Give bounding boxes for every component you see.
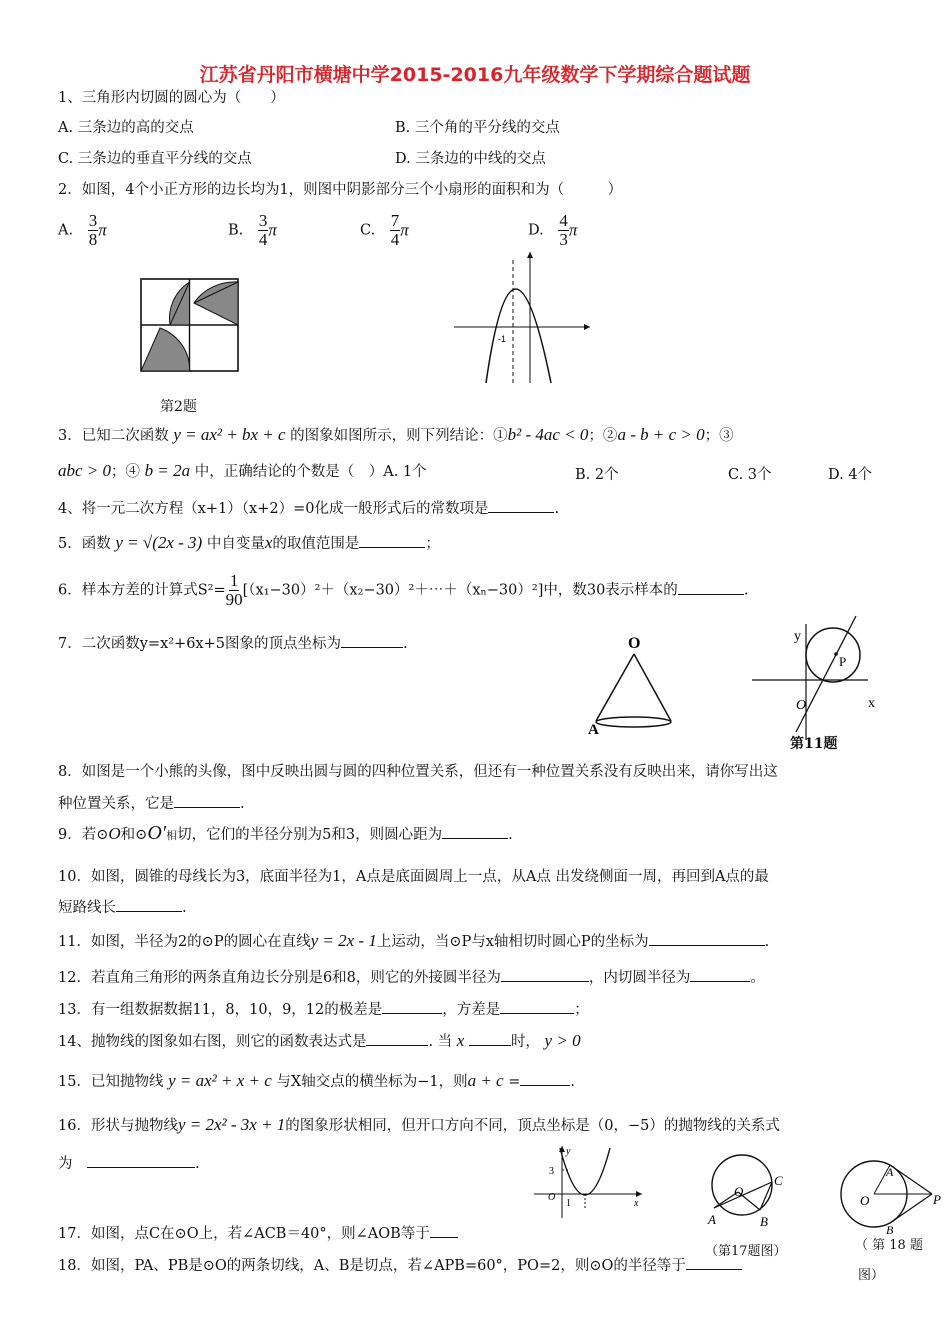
q2-option-c: C. $\frac{7}{4}$ π [360, 211, 409, 249]
q4-text: 4、将一元二次方程（x+1）（x+2）=0化成一般形式后的常数项是 . [58, 497, 559, 518]
cone-base-label: A [588, 722, 599, 738]
q14-figure-origin-label: O [548, 1192, 556, 1203]
q17-figure-b-label: B [760, 1214, 768, 1229]
q14-text: 14、抛物线的图象如右图，则它的函数表达式是 . 当 x 时， y > 0 [58, 1031, 581, 1050]
q17-figure-a-label: A [708, 1212, 716, 1227]
q14-figure-one-label: 1 [566, 1198, 571, 1209]
q1-option-b: B. 三个角的平分线的交点 [395, 120, 560, 136]
q6-answer-blank[interactable] [678, 580, 744, 595]
q5-answer-blank[interactable] [359, 533, 425, 548]
q17-figure-c-label: C [774, 1173, 783, 1188]
q8-line2: 种位置关系，它是 . [58, 792, 245, 813]
q12-answer-blank-1[interactable] [501, 967, 589, 982]
q17-answer-blank[interactable] [430, 1223, 458, 1238]
q4-answer-blank[interactable] [488, 498, 554, 513]
q3-option-d: D. 4个 [828, 467, 873, 483]
q18-figure-caption-1: （ 第 18 题 [855, 1238, 923, 1253]
q14-figure-x-label: x [634, 1198, 639, 1209]
q3-option-c: C. 3个 [728, 467, 772, 483]
q18-figure-o-label: O [860, 1193, 870, 1208]
cone-figure [586, 630, 696, 740]
page-title: 江苏省丹阳市横塘中学2015-2016九年级数学下学期综合题试题 [199, 64, 751, 86]
q17-text: 17．如图，点C在⊙O上，若∠ACB＝40°，则∠AOB等于 [58, 1222, 458, 1243]
q14-answer-blank-2[interactable] [469, 1031, 511, 1046]
q17-figure-caption: （第17题图） [705, 1244, 787, 1259]
q11-figure-y-label: y [794, 629, 801, 644]
q8-answer-blank[interactable] [174, 793, 240, 808]
q11-text: 11．如图，半径为2的⊙P的圆心在直线y = 2x - 1上运动，当⊙P与x轴相切时圆心P的坐标为 . [58, 931, 770, 950]
q18-figure-caption-2: 图） [858, 1268, 885, 1283]
q3-figure-parabola [452, 250, 592, 385]
q1-option-c: C. 三条边的垂直平分线的交点 [58, 151, 252, 167]
q5-text: 5．函数 y = √(2x - 3) 中自变量x的取值范围是 ； [58, 533, 440, 552]
q18-answer-blank[interactable] [686, 1255, 742, 1270]
q2-figure-squares [140, 278, 240, 374]
q2-option-a: A. $\frac{3}{8}$ π [58, 211, 107, 249]
q13-answer-blank-2[interactable] [500, 999, 574, 1014]
q18-figure-a-label: A [886, 1165, 894, 1179]
q9-text: 9．若⊙O和⊙O′相切，它们的半径分别为5和3，则圆心距为 . [58, 822, 513, 844]
q7-answer-blank[interactable] [341, 633, 403, 648]
q17-figure-circle [700, 1150, 800, 1240]
q18-figure-b-label: B [886, 1223, 894, 1237]
q11-answer-blank[interactable] [649, 931, 765, 946]
q3-line2: abc > 0；④ b = 2a 中，正确结论的个数是（ ）A. 1个 [58, 461, 427, 480]
q2-option-b: B. $\frac{3}{4}$ π [228, 211, 277, 249]
q15-text: 15．已知抛物线 y = ax² + x + c 与X轴交点的横坐标为−1，则a + c = . [58, 1071, 575, 1090]
q12-answer-blank-2[interactable] [690, 967, 750, 982]
q13-answer-blank-1[interactable] [382, 999, 442, 1014]
q11-figure-origin-label: O [796, 698, 807, 713]
q10-line2: 短路线长 . [58, 896, 187, 917]
q16-line2: 为 . [58, 1152, 200, 1173]
q11-figure-x-label: x [868, 696, 875, 711]
q11-figure-p-label: P [839, 654, 847, 669]
q2-option-d: D. $\frac{4}{3}$ π [528, 211, 578, 249]
q10-line1: 10．如图，圆锥的母线长为3，底面半径为1，A点是底面圆周上一点，从A点 出发绕侧面一周，再回到A点的最 [58, 869, 769, 885]
cone-apex-label: O [628, 635, 641, 652]
q14-figure-parabola [530, 1142, 645, 1222]
q15-answer-blank[interactable] [520, 1071, 570, 1086]
q1-option-d: D. 三条边的中线的交点 [395, 151, 546, 167]
q18-figure-tangents [832, 1150, 947, 1240]
q8-line1: 8．如图是一个小熊的头像，图中反映出圆与圆的四种位置关系，但还有一种位置关系没有反映出来，请你写出这 [58, 764, 778, 780]
q2-figure-caption: 第2题 [160, 399, 197, 415]
q1-stem: 1、三角形内切圆的圆心为（ ） [58, 90, 285, 106]
q18-figure-p-label: P [933, 1192, 941, 1207]
q3-option-b: B. 2个 [575, 467, 619, 483]
q13-text: 13．有一组数据数据11，8，10，9，12的极差是 ，方差是 ； [58, 998, 589, 1019]
q14-figure-y-label: y [566, 1146, 571, 1157]
q14-figure-three-label: 3 [549, 1166, 554, 1177]
q2-stem: 2．如图，4个小正方形的边长均为1，则图中阴影部分三个小扇形的面积和为（ ） [58, 182, 623, 198]
q11-figure [748, 612, 893, 752]
q7-text: 7．二次函数y=x²+6x+5图象的顶点坐标为 . [58, 632, 408, 653]
q17-figure-o-label: O [734, 1184, 744, 1199]
q3-line1: 3．已知二次函数 y = ax² + bx + c 的图象如图所示，则下列结论：①b² - 4ac < 0；②a - b + c > 0；③ [58, 425, 734, 444]
q6-text: 6．样本方差的计算式S²= $\frac{1}{90}$ [（x₁−30）²＋（x₂−30）²＋⋯＋（xₙ−30）²]中，数30表示样本的 . [58, 571, 749, 609]
q12-text: 12．若直角三角形的两条直角边长分别是6和8，则它的外接圆半径为 ，内切圆半径为 。 [58, 966, 765, 987]
q9-answer-blank[interactable] [442, 824, 508, 839]
q18-text: 18．如图，PA、PB是⊙O的两条切线，A、B是切点，若∠APB=60°，PO=2，则⊙O的半径等于 [58, 1254, 742, 1275]
q16-line1: 16．形状与抛物线y = 2x² - 3x + 1的图象形状相同，但开口方向不同，顶点坐标是（0，−5）的抛物线的关系式 [58, 1115, 780, 1134]
q14-answer-blank-1[interactable] [366, 1031, 428, 1046]
q11-figure-caption: 第11题 [790, 736, 838, 752]
q1-option-a: A. 三条边的高的交点 [58, 120, 194, 136]
q3-figure-tick-label: -1 [498, 334, 507, 344]
q10-answer-blank[interactable] [116, 897, 182, 912]
q16-answer-blank[interactable] [87, 1153, 195, 1168]
